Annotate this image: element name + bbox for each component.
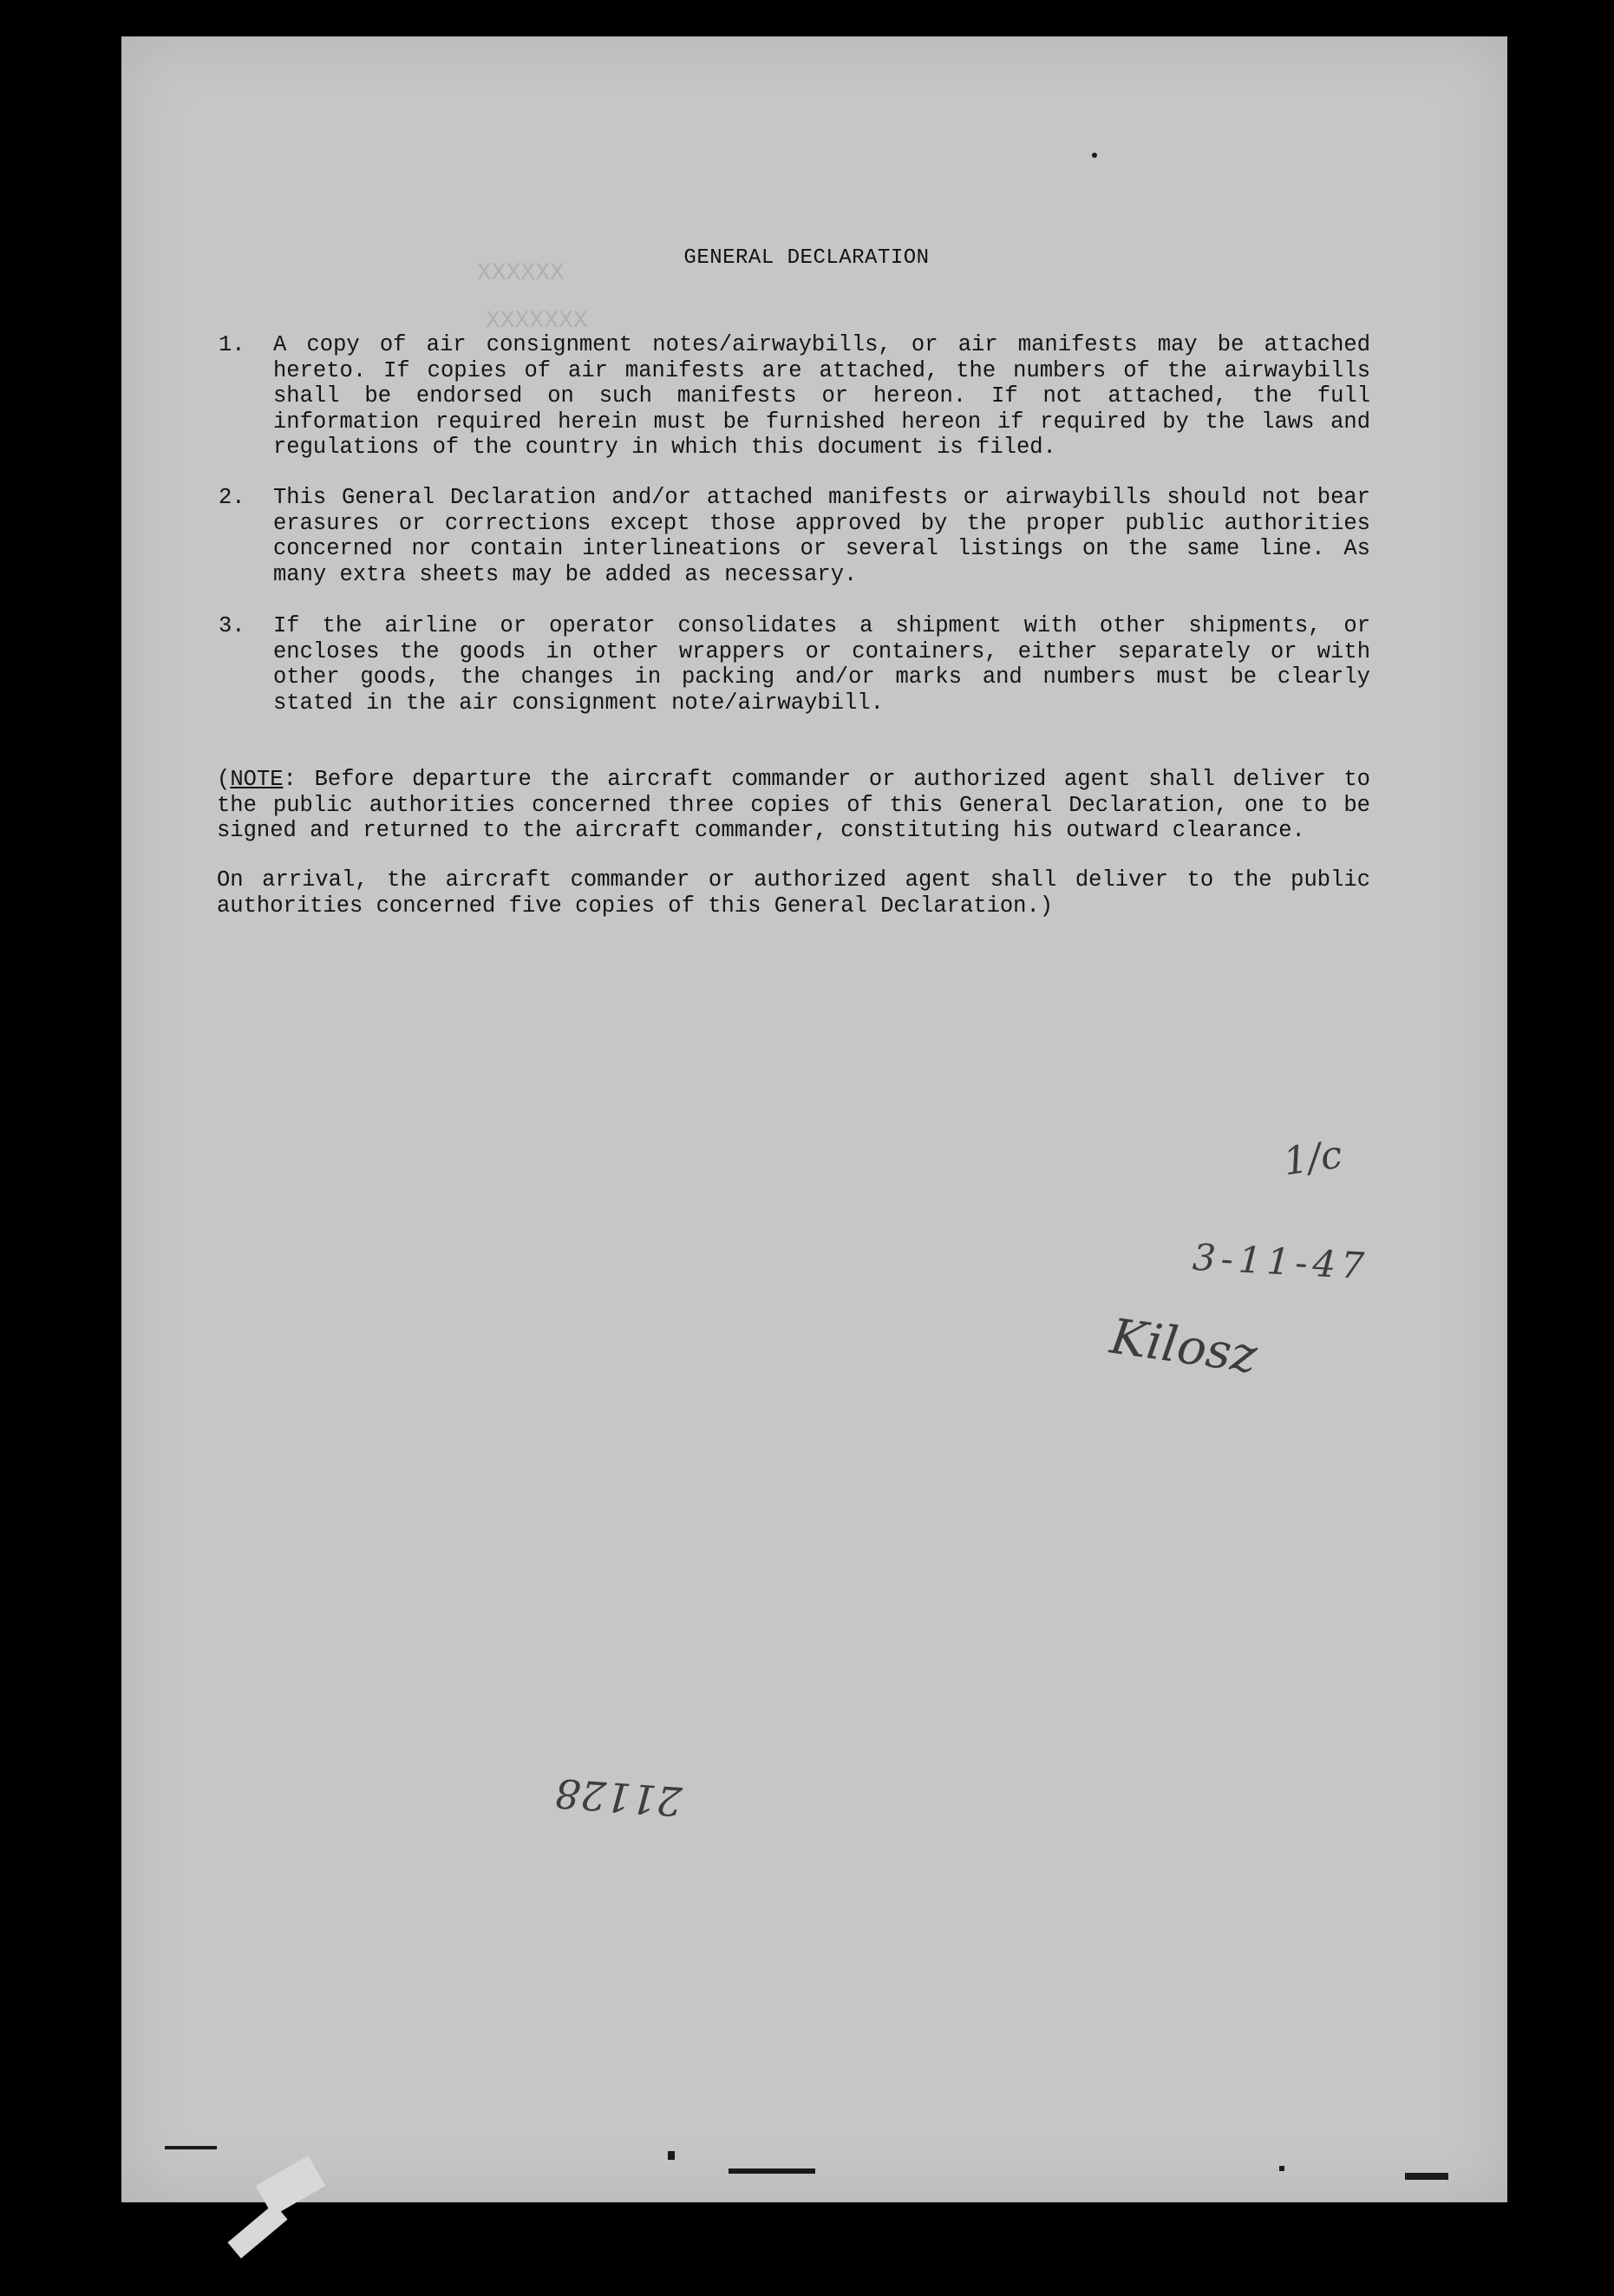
handwritten-initials: 1/c (1280, 1132, 1345, 1185)
scan-speck (165, 2146, 217, 2149)
torn-paper-fragment (227, 2203, 287, 2258)
handwritten-number: 21128 (553, 1769, 684, 1826)
scan-speck (729, 2168, 815, 2174)
handwritten-signature: Kilosz (1107, 1308, 1261, 1385)
item-text: This General Declaration and/or attached manifests or airwaybills should not bear erasures or corrections except those approved by the proper public authorities concerned nor contain interlineations or several listings on the same line. As many extra sheets may be added as necessary. (273, 485, 1370, 587)
item-number: 1. (219, 332, 245, 357)
document-title: GENERAL DECLARATION (683, 246, 930, 270)
bleed-through-mark: XXXXXX (477, 260, 565, 287)
note-open-paren: ( (217, 767, 231, 792)
item-text: If the airline or operator consolidates a shipment with other shipments, or encloses the goods in other wrappers or containers, either separately or with other goods, the changes in packing and/or marks and numbers must be clearly stated in the air consignment note/airwaybill. (273, 613, 1370, 716)
item-text: A copy of air consignment notes/airwaybills, or air manifests may be attached hereto. If copies of air manifests are attached, the numbers of the airwaybills shall be endorsed on such manifests or hereon. If not attached, the full information required herein must be furnished hereon if required by the laws and regulations of the country in which this document is filed. (273, 332, 1370, 460)
scan-speck (1092, 153, 1097, 158)
note-paragraph (217, 767, 1370, 844)
item-number: 2. (219, 485, 245, 510)
handwritten-date: 3-11-47 (1191, 1235, 1371, 1288)
scan-speck (668, 2151, 675, 2160)
scan-speck (1279, 2166, 1284, 2171)
bleed-through-mark: XXXXXXX (486, 308, 588, 335)
note-text: : Before departure the aircraft commander or authorized agent shall deliver to the public authorities concerned three copies of this General Declaration, one to be signed and returned to the aircraft commander, constituting his outward clearance. (217, 767, 1370, 843)
note-label: NOTE (230, 767, 284, 792)
item-number: 3. (219, 613, 245, 638)
scan-speck (1405, 2173, 1448, 2180)
arrival-paragraph: On arrival, the aircraft commander or authorized agent shall deliver to the public authorities concerned five copies of this General Declaration.) (217, 867, 1370, 919)
